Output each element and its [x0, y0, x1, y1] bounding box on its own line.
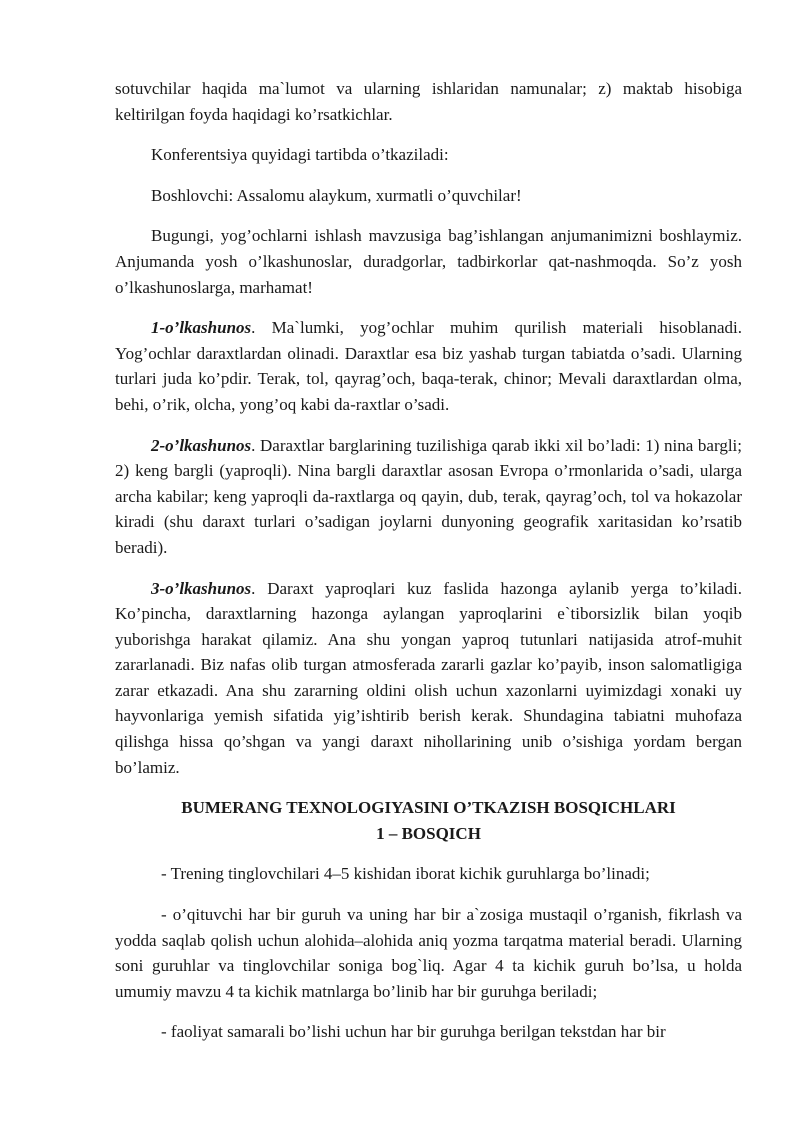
paragraph-host-greeting: Boshlovchi: Assalomu alaykum, xurmatli o’quvchilar! [151, 185, 522, 205]
section-subheading: 1 – BOSQICH [376, 823, 481, 843]
speaker-1-text: . Ma`lumki, yog’ochlar muhim qurilish materiali hisoblanadi. Yog’ochlar daraxtlardan olinadi. Daraxtlar esa biz yashab turgan tabiatda o’sadi. Ularning turlari juda ko’pdir. Terak, tol, qayrag’och, baqa-terak, chinor; Mevali daraxtlardan olma, behi, o’rik, olcha, yong’oq kabi da-raxtlar o’sadi. [115, 318, 742, 414]
paragraph-step-activity: - faoliyat samarali bo’lishi uchun har bir guruhga berilgan tekstdan har bir [161, 1022, 666, 1042]
speaker-2-label: 2-o’lkashunos [151, 435, 252, 455]
paragraph-speaker-2 [115, 433, 742, 561]
speaker-3-label: 3-o’lkashunos [151, 578, 252, 598]
speaker-3-text: . Daraxt yaproqlari kuz faslida hazonga aylanib yerga to’kiladi. Ko’pincha, daraxtlarning hazonga aylangan yaproqlarini e`tiborsizlik bilan yoqib yuborishga harakat qilamiz. Ana shu yongan yaproq tutunlari natijasida atrof-muhit zararlanadi. Biz nafas olib turgan atmosferada zararli gazlar ko’payib, inson salomatligiga zarar etkazadi. Ana shu zararning oldini olish uchun xazonlarni uyimizdagi xonaki uy hayvonlariga yemish sifatida yig’ishtirib berish kerak. Shundagina tabiatni muhofaza qilishga hissa qo’shgan va yangi daraxt nihollarining unib o’sishiga yordam bergan bo’lamiz. [115, 578, 742, 777]
speaker-1-label: 1-o’lkashunos [151, 318, 252, 338]
section-heading: BUMERANG TEXNOLOGIYASINI O’TKAZISH BOSQICHLARI [181, 798, 676, 818]
paragraph-continuation: sotuvchilar haqida ma`lumot va ularning ishlaridan namunalar; z) maktab hisobiga keltirilgan foyda haqidagi ko’rsatkichlar. [115, 79, 742, 124]
paragraph-speaker-1 [115, 315, 742, 417]
section-heading-block [115, 795, 742, 846]
paragraph-step-materials: - o’qituvchi har bir guruh va uning har bir a`zosiga mustaqil o’rganish, fikrlash va yodda saqlab qolish uchun alohida–alohida aniq yozma tarqatma material beradi. Ularning soni guruhlar va tinglovchilar soniga bog`liq. Agar 4 ta kichik guruh bo’lsa, u holda umumiy mavzu 4 ta kichik matnlarga bo’linib har bir guruhga beriladi; [115, 905, 742, 1001]
paragraph-opening: Bugungi, yog’ochlarni ishlash mavzusiga bag’ishlangan anjumanimizni boshlaymiz. Anjumanda yosh o’lkashunoslar, duradgorlar, tadbirkorlar qat-nashmoqda. So’z yosh o’lkashunoslarga, marhamat! [115, 226, 742, 297]
paragraph-step-groups: - Trening tinglovchilari 4–5 kishidan iborat kichik guruhlarga bo’linadi; [161, 864, 650, 884]
speaker-2-text: . Daraxtlar barglarining tuzilishiga qarab ikki xil bo’ladi: 1) nina bargli; 2) keng bargli (yaproqli). Nina bargli daraxtlar asosan Evropa o’rmonlarida o’sadi, ularga archa kabilar; keng yaproqli da-raxtlarga oq qayin, dub, terak, qayrag’och, tol va hokazolar kiradi (shu daraxt turlari o’sadigan joylarni dunyoning geografik xaritasidan ko’rsatib beradi). [115, 435, 742, 557]
document-page [115, 76, 742, 1060]
paragraph-conference-order: Konferentsiya quyidagi tartibda o’tkaziladi: [151, 145, 449, 165]
paragraph-speaker-3 [115, 576, 742, 781]
